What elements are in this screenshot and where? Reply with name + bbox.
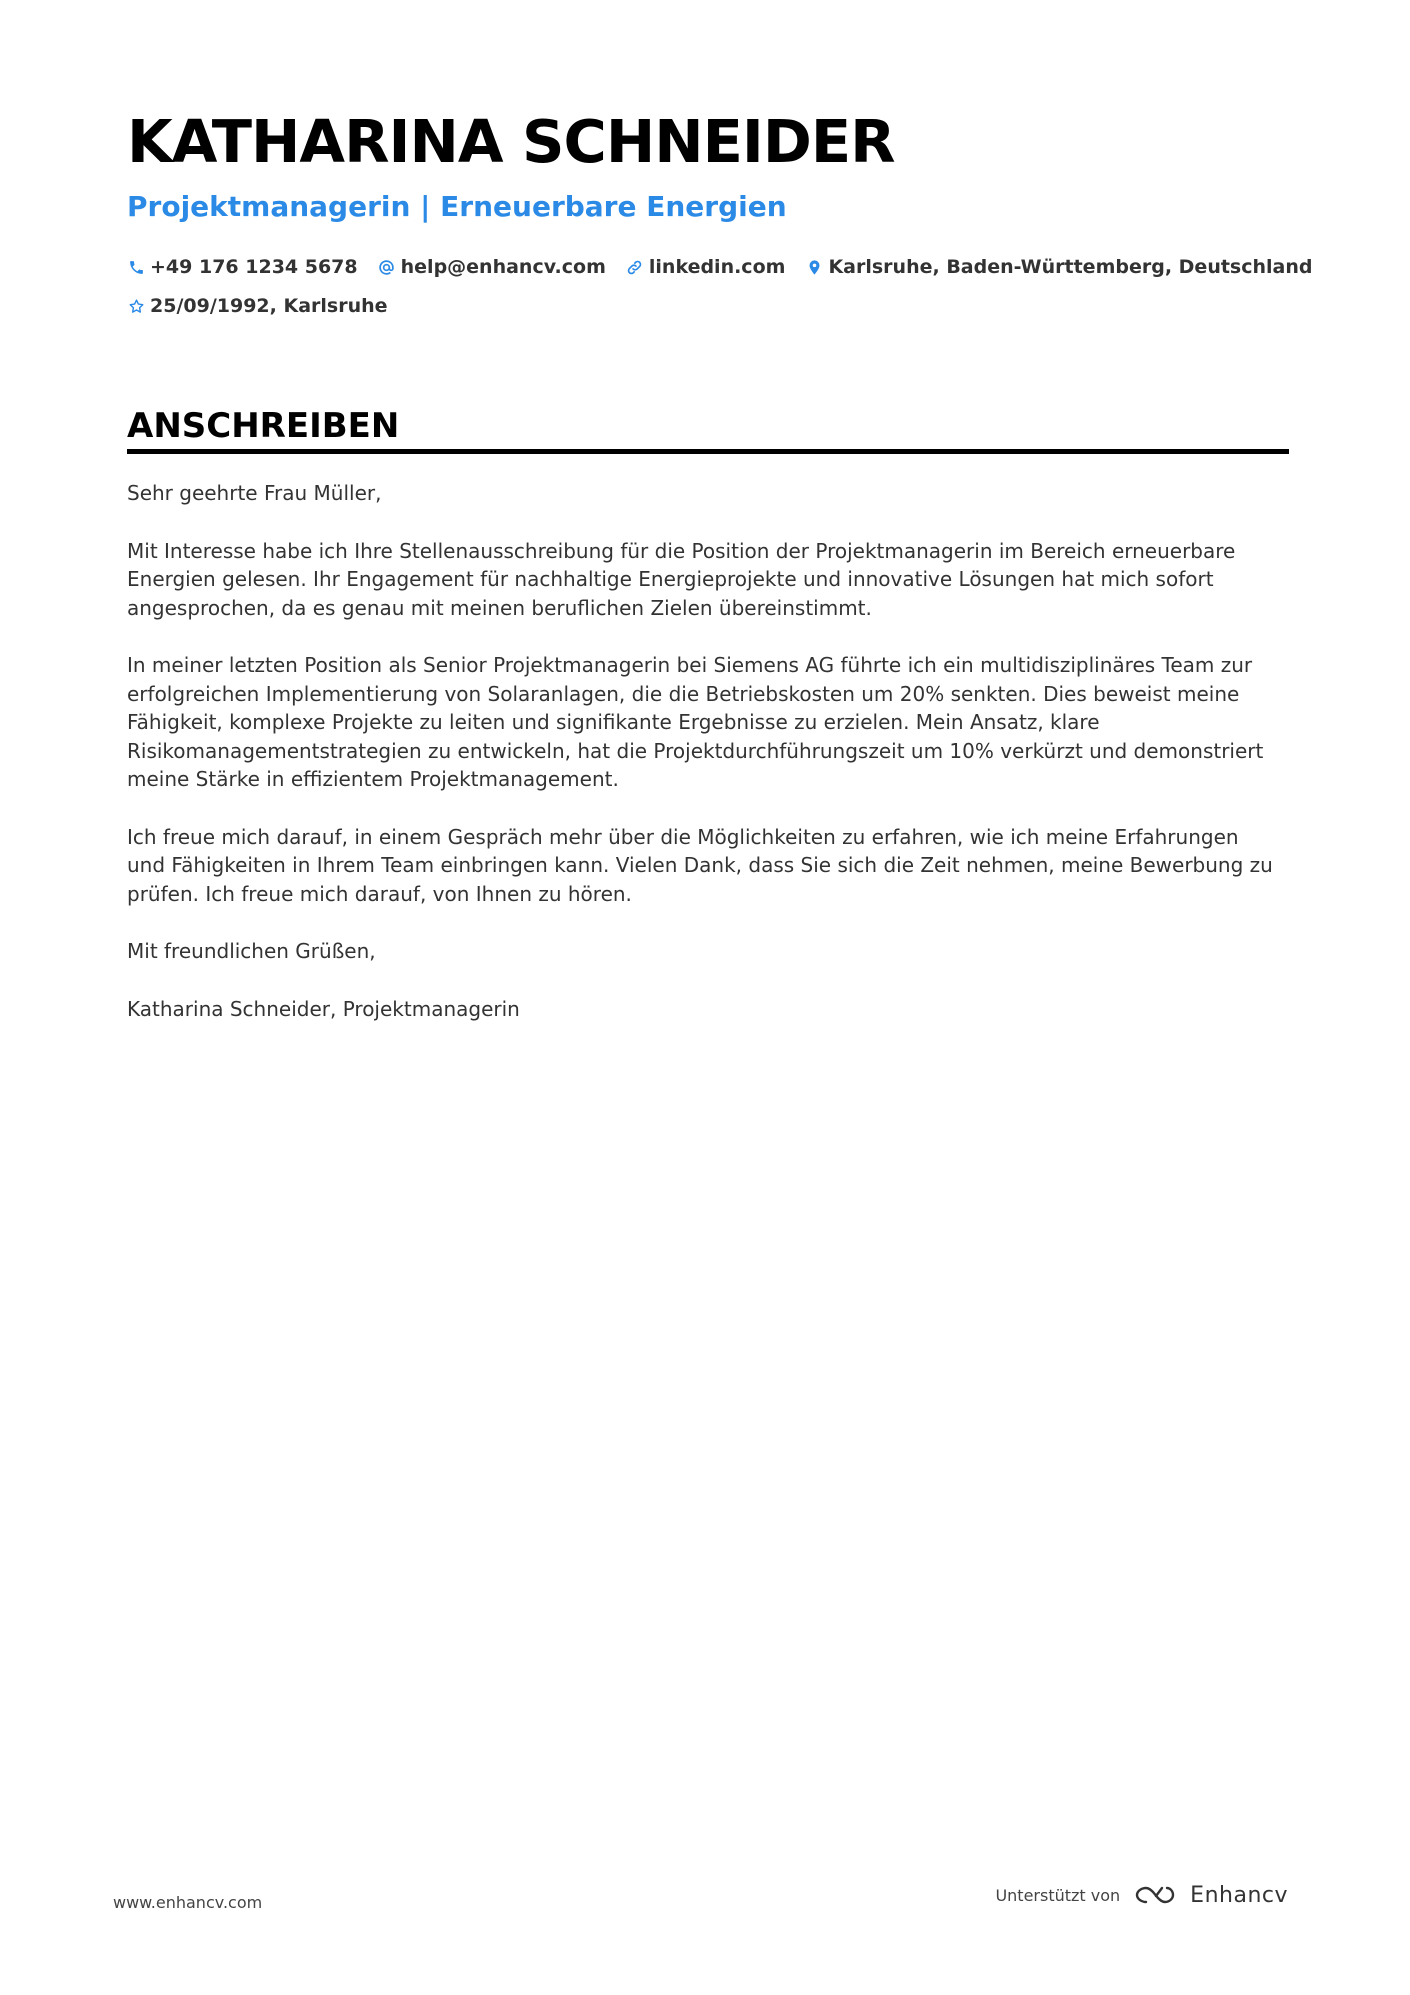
location-text: Karlsruhe, Baden-Württemberg, Deutschland <box>828 256 1313 278</box>
footer-website[interactable]: www.enhancv.com <box>113 1893 263 1912</box>
contact-row-2 <box>127 293 1287 319</box>
at-icon <box>378 258 396 276</box>
contact-location <box>805 256 1312 278</box>
email-text: help@enhancv.com <box>400 256 606 278</box>
contact-info <box>127 254 1313 332</box>
letter-paragraph-2: In meiner letzten Position als Senior Projektmanagerin bei Siemens AG führte ich ein multidisziplinäres Team zur erfolgreichen Implementierung von Solaranlagen, die die Betriebskosten um 20% senkten. Dies beweist meine Fähigkeit, komplexe Projekte zu leiten und signifikante Ergebnisse zu erzielen. Mein Ansatz, klare Risikomanagementstrategien zu entwickeln, hat die Projektdurchführungszeit um 10% verkürzt und demonstriert meine Stärke in effizientem Projektmanagement. <box>127 653 1264 791</box>
letter-paragraph-1: Mit Interesse habe ich Ihre Stellenausschreibung für die Position der Projektmanagerin im Bereich erneuerbare Energien gelesen. Ihr Engagement für nachhaltige Energieprojekte und innovative Lösungen hat mich sofort angesprochen, da es genau mit meinen beruflichen Zielen übereinstimmt. <box>127 538 1236 620</box>
contact-linkedin <box>626 256 786 278</box>
applicant-name: KATHARINA SCHNEIDER <box>127 107 895 176</box>
star-icon <box>127 297 145 315</box>
letter-paragraph-3: Ich freue mich darauf, in einem Gespräch mehr über die Möglichkeiten zu erfahren, wie ich meine Erfahrungen und Fähigkeiten in Ihrem Team einbringen kann. Vielen Dank, dass Sie sich die Zeit nehmen, meine Bewerbung zu prüfen. Ich freue mich darauf, von Ihnen zu hören. <box>127 824 1273 906</box>
birth-text: 25/09/1992, Karlsruhe <box>150 295 388 317</box>
phone-icon <box>127 258 145 276</box>
applicant-title: Projektmanagerin | Erneuerbare Energien <box>127 190 787 223</box>
letter-body <box>127 479 1277 1052</box>
contact-email <box>378 256 606 278</box>
contact-row-1 <box>127 254 1313 280</box>
link-icon <box>626 258 644 276</box>
footer-branding <box>995 1882 1288 1908</box>
phone-text: +49 176 1234 5678 <box>150 256 358 278</box>
section-divider <box>127 449 1289 454</box>
enhancv-brand-text: Enhancv <box>1190 1882 1288 1908</box>
contact-birth <box>127 295 388 317</box>
powered-by-text: Unterstützt von <box>995 1885 1121 1905</box>
section-title: ANSCHREIBEN <box>127 406 400 446</box>
location-pin-icon <box>805 258 823 276</box>
letter-salutation: Sehr geehrte Frau Müller, <box>127 481 382 505</box>
letter-closing: Mit freundlichen Grüßen, <box>127 939 376 963</box>
letter-signature: Katharina Schneider, Projektmanagerin <box>127 996 520 1021</box>
enhancv-logo-icon <box>1132 1882 1178 1908</box>
linkedin-text: linkedin.com <box>648 256 786 278</box>
contact-phone <box>127 256 358 278</box>
